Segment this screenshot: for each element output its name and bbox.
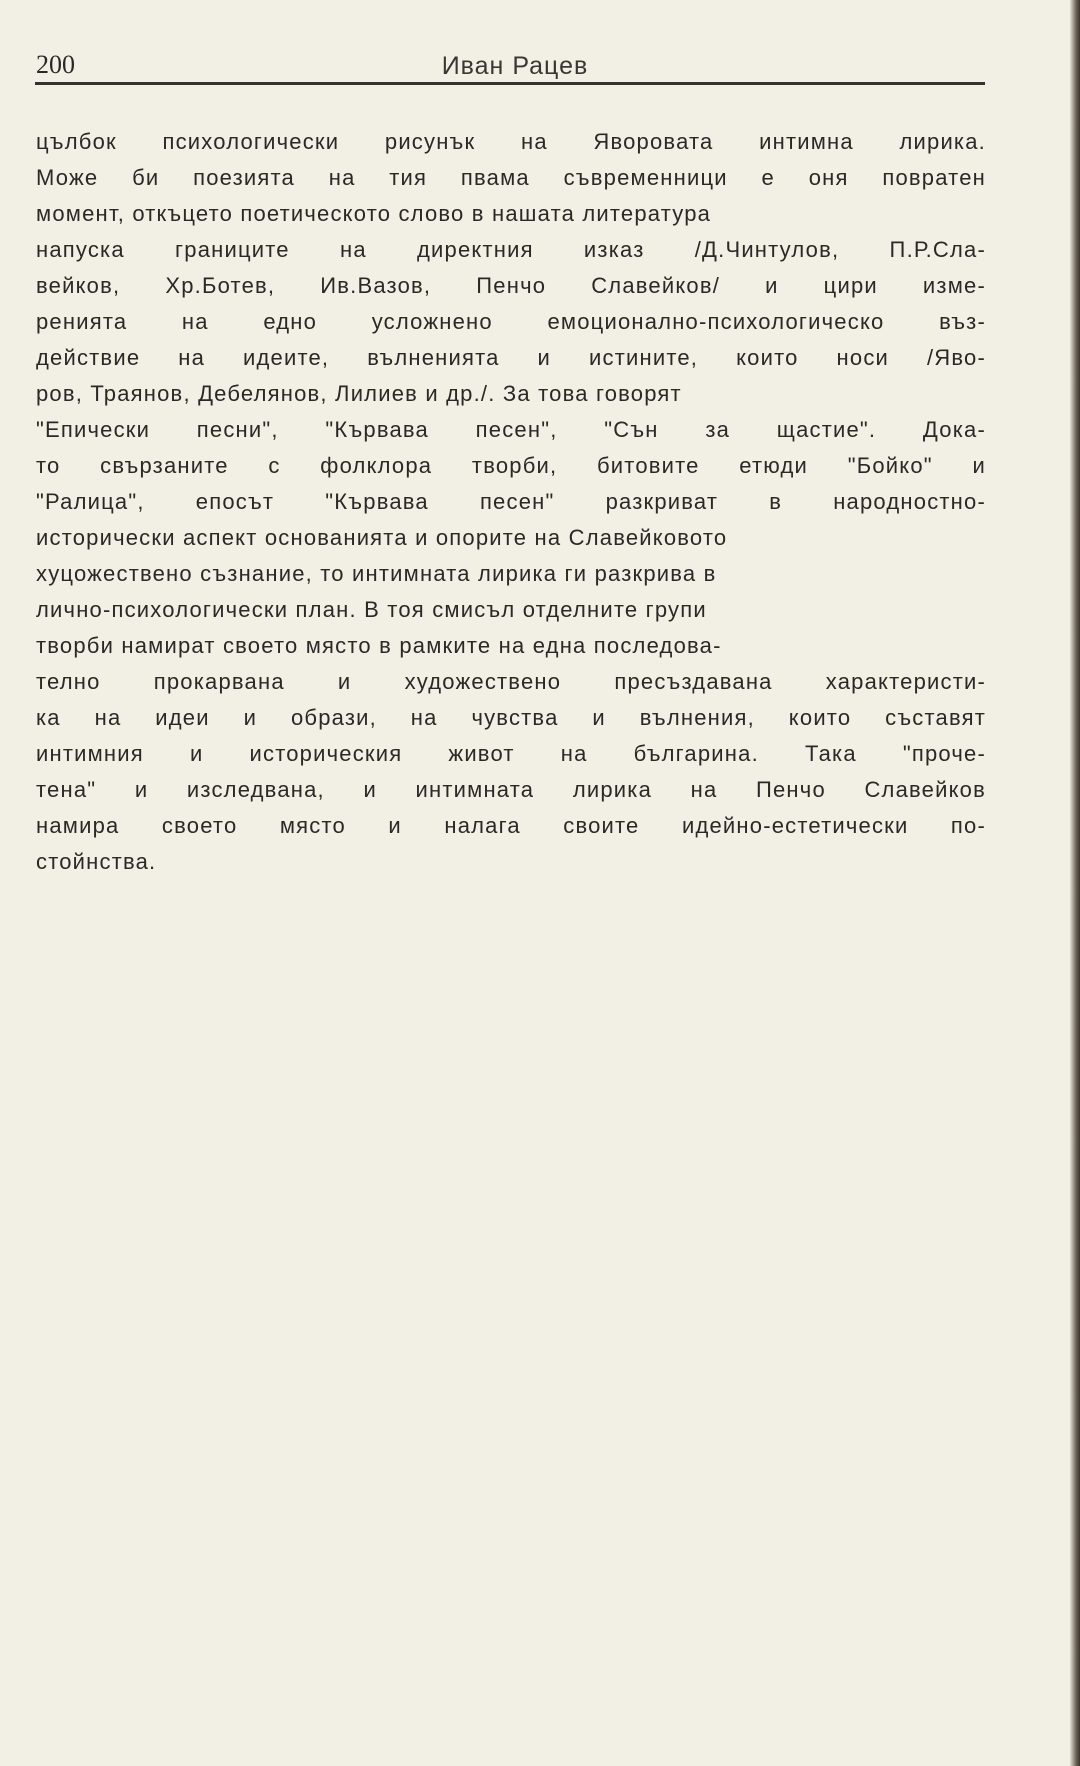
text-line: намира своето място и налага своите идейно-естетически по-: [36, 813, 986, 838]
text-line: лично-психологически план. В тоя смисъл отделните групи: [36, 597, 707, 622]
text-line: момент, откъцето поетическото слово в нашата литература: [36, 201, 712, 226]
text-line: "Ралица", епосът "Кървава песен" разкриват в народностно-: [36, 489, 986, 514]
body-text: [36, 124, 986, 880]
text-line: то свързаните с фолклора творби, битовите етюди "Бойко" и: [36, 453, 986, 478]
text-line: телно прокарвана и художествено пресъздавана характеристи-: [36, 669, 986, 694]
text-line: тена" и изследвана, и интимната лирика на Пенчо Славейков: [36, 777, 986, 802]
text-line: цълбок психологически рисунък на Яворовата интимна лирика.: [36, 129, 986, 154]
text-line: ка на идеи и образи, на чувства и вълнения, които съставят: [36, 705, 986, 730]
text-line: напуска границите на директния изказ /Д.Чинтулов, П.Р.Сла-: [36, 237, 986, 262]
header-rule: [35, 82, 985, 85]
text-line: хуцожествено съзнание, то интимната лирика ги разкрива в: [36, 561, 717, 586]
text-line: действие на идеите, вълненията и истините, които носи /Яво-: [36, 345, 986, 370]
text-line: "Епически песни", "Кървава песен", "Сън за щастие". Дока-: [36, 417, 986, 442]
page-number: 200: [36, 50, 75, 79]
text-line: ренията на едно усложнено емоционално-психологическо въз-: [36, 309, 986, 334]
text-line: ров, Траянов, Дебелянов, Лилиев и др./. За това говорят: [36, 381, 682, 406]
text-line: исторически аспект основанията и опорите на Славейковото: [36, 525, 728, 550]
book-binding-edge: [1070, 0, 1080, 1766]
text-line: вейков, Хр.Ботев, Ив.Вазов, Пенчо Славейков/ и цири изме-: [36, 273, 986, 298]
text-line: стойнства.: [36, 849, 157, 874]
text-line: Може би поезията на тия пвама съвременници е оня повратен: [36, 165, 986, 190]
text-line: творби намират своето място в рамките на една последова-: [36, 633, 722, 658]
running-head-author: Иван Рацев: [441, 52, 589, 80]
text-line: интимния и историческия живот на българина. Така "проче-: [36, 741, 986, 766]
